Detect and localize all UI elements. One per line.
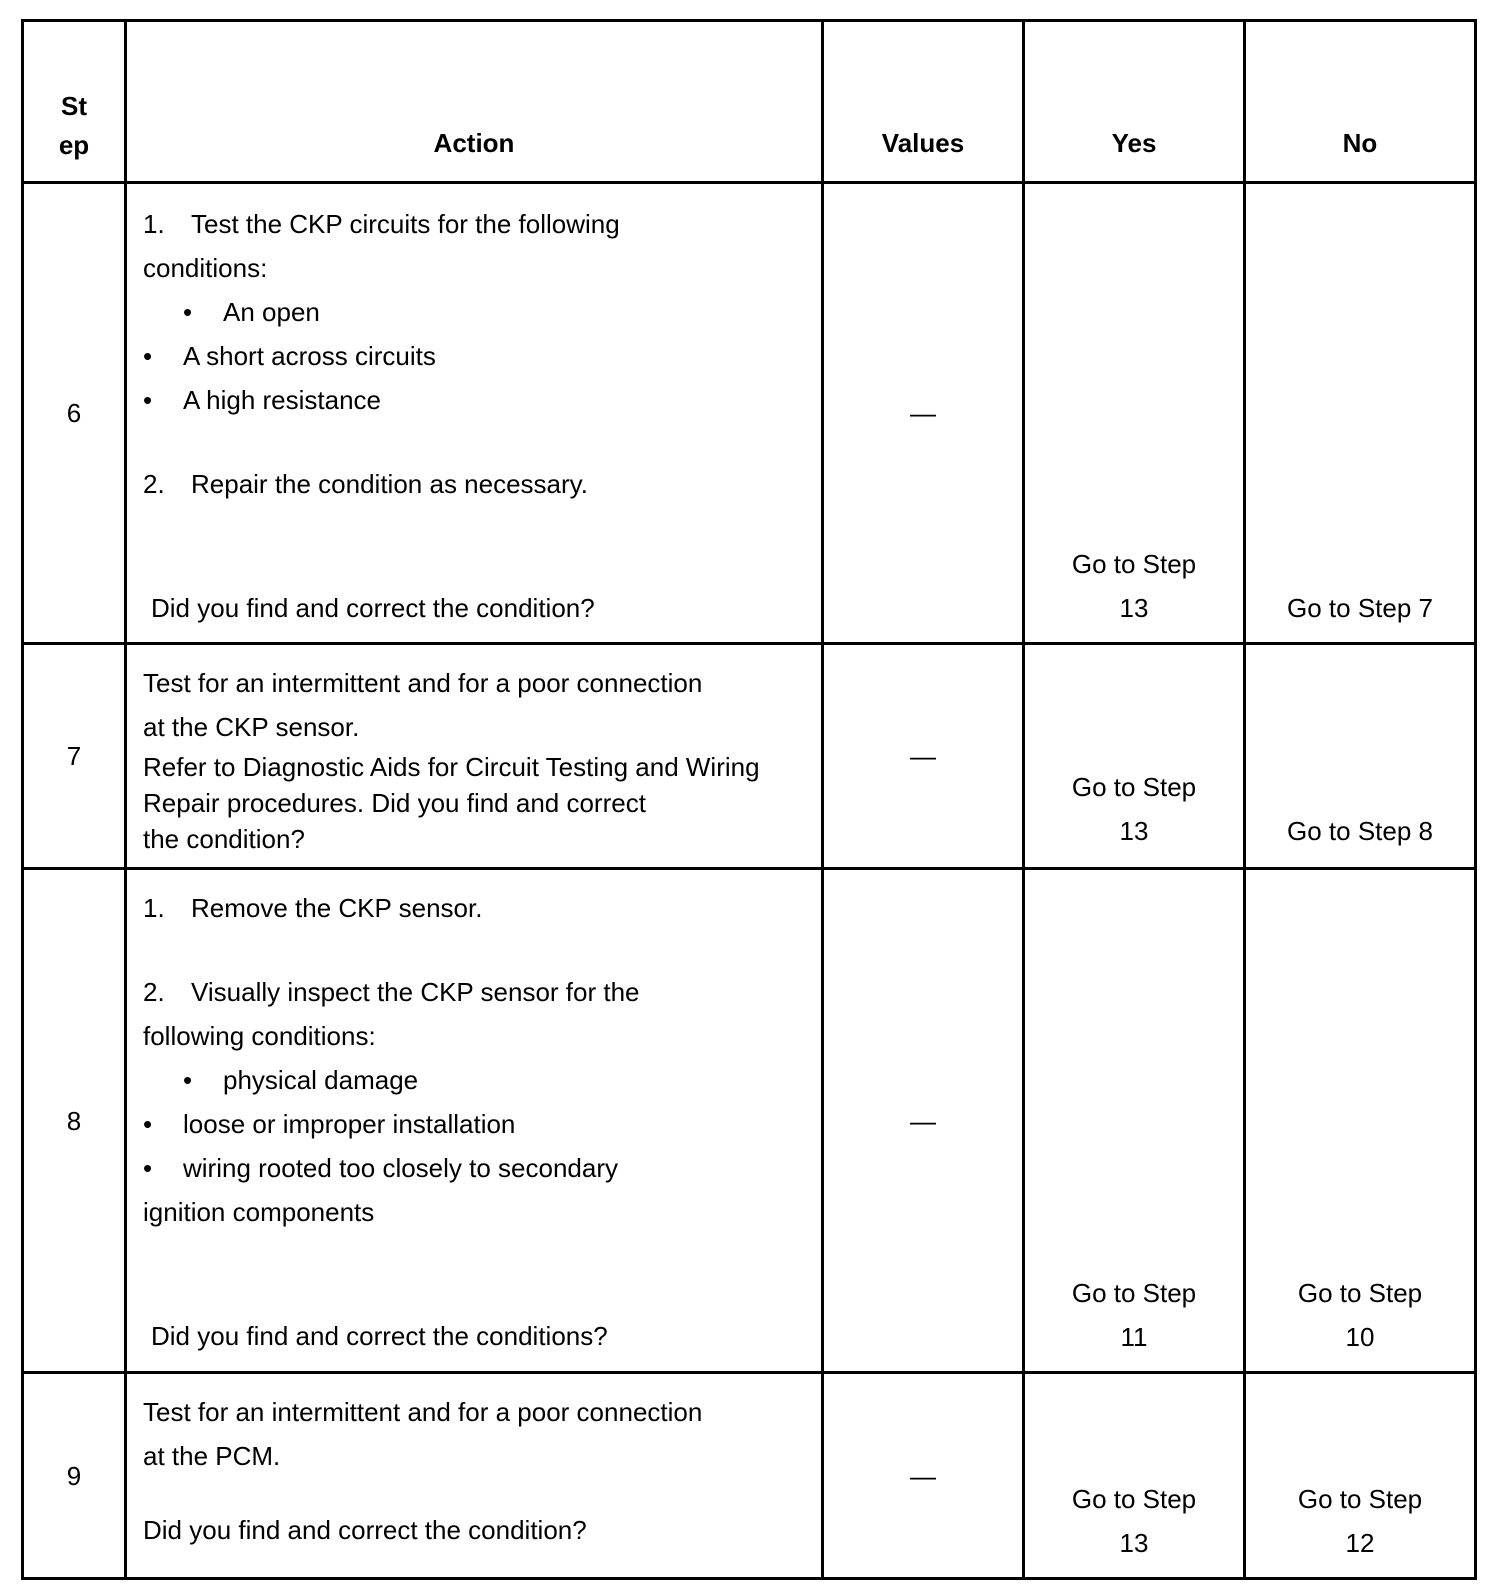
list-number: 1. xyxy=(143,893,165,923)
action-line: following conditions: xyxy=(143,1021,376,1051)
no-text: Go to Step xyxy=(1297,1484,1423,1514)
spacer xyxy=(143,1478,811,1508)
bullet-icon: • xyxy=(143,1153,153,1183)
yes-cell xyxy=(1024,644,1245,869)
header-step-line1: St xyxy=(61,91,87,121)
action-cell xyxy=(126,644,823,869)
yes-cell xyxy=(1024,183,1245,644)
action-question: Did you find and correct the conditions? xyxy=(151,1321,608,1351)
step-number: 7 xyxy=(23,644,126,869)
yes-text: Go to Step xyxy=(1071,772,1197,802)
action-text: Remove the CKP sensor. xyxy=(191,893,483,923)
action-cell xyxy=(126,1373,823,1579)
no-text: Go to Step xyxy=(1297,1278,1423,1308)
action-text: Test the CKP circuits for the following xyxy=(191,209,620,239)
spacer xyxy=(143,506,811,586)
table-row xyxy=(23,869,1476,1373)
no-step: 12 xyxy=(1345,1528,1375,1558)
action-text: Repair the condition as necessary. xyxy=(191,469,588,499)
bullet-text: wiring rooted too closely to secondary xyxy=(183,1153,619,1183)
diagnostic-table xyxy=(21,19,1477,1580)
action-line xyxy=(143,462,811,506)
list-number: 2. xyxy=(143,469,165,499)
header-no: No xyxy=(1245,21,1476,183)
list-number: 2. xyxy=(143,977,165,1007)
header-yes: Yes xyxy=(1024,21,1245,183)
yes-text: Go to Step xyxy=(1071,1484,1197,1514)
no-cell xyxy=(1245,869,1476,1373)
header-values: Values xyxy=(823,21,1024,183)
bullet-item xyxy=(143,1146,811,1190)
yes-text: Go to Step xyxy=(1071,549,1197,579)
action-line: ignition components xyxy=(143,1197,375,1227)
bullet-text: loose or improper installation xyxy=(183,1109,516,1139)
action-line xyxy=(143,970,811,1014)
action-question: Did you find and correct the condition? xyxy=(151,593,595,623)
list-number: 1. xyxy=(143,209,165,239)
bullet-text: physical damage xyxy=(223,1065,419,1095)
action-cell xyxy=(126,869,823,1373)
values-cell: — xyxy=(823,183,1024,644)
no-step: 10 xyxy=(1345,1322,1375,1352)
header-step xyxy=(23,21,126,183)
bullet-icon: • xyxy=(143,341,153,371)
header-action: Action xyxy=(126,21,823,183)
yes-step: 11 xyxy=(1120,1322,1148,1352)
values-cell: — xyxy=(823,1373,1024,1579)
action-text: Visually inspect the CKP sensor for the xyxy=(191,977,640,1007)
bullet-text: A short across circuits xyxy=(183,341,436,371)
step-number: 9 xyxy=(23,1373,126,1579)
action-line xyxy=(143,202,811,246)
bullet-text: An open xyxy=(223,297,320,327)
action-line: Test for an intermittent and for a poor connection xyxy=(143,1397,703,1427)
action-line: at the PCM. xyxy=(143,1441,281,1471)
table-row xyxy=(23,1373,1476,1579)
yes-text: Go to Step xyxy=(1071,1278,1197,1308)
no-text: Go to Step 8 xyxy=(1287,816,1433,846)
spacer xyxy=(143,422,811,462)
table-row xyxy=(23,644,1476,869)
bullet-item xyxy=(143,378,811,422)
header-row xyxy=(23,21,1476,183)
action-line: Refer to Diagnostic Aids for Circuit Testing and Wiring xyxy=(143,752,760,782)
bullet-icon: • xyxy=(143,385,153,415)
bullet-item xyxy=(143,334,811,378)
action-question: Did you find and correct the condition? xyxy=(143,1515,587,1545)
table-row xyxy=(23,183,1476,644)
bullet-item xyxy=(143,1102,811,1146)
action-line xyxy=(143,886,811,930)
yes-step: 13 xyxy=(1119,593,1149,623)
bullet-icon: • xyxy=(183,1065,193,1095)
spacer xyxy=(143,930,811,970)
yes-step: 13 xyxy=(1119,1528,1149,1558)
yes-cell xyxy=(1024,1373,1245,1579)
action-line: Repair procedures. Did you find and correct xyxy=(143,788,646,818)
step-number: 6 xyxy=(23,183,126,644)
no-cell xyxy=(1245,1373,1476,1579)
no-text: Go to Step 7 xyxy=(1287,593,1433,623)
bullet-text: A high resistance xyxy=(183,385,382,415)
action-line: at the CKP sensor. xyxy=(143,712,360,742)
yes-step: 13 xyxy=(1119,816,1149,846)
action-line: conditions: xyxy=(143,253,268,283)
bullet-icon: • xyxy=(143,1109,153,1139)
no-cell xyxy=(1245,644,1476,869)
bullet-item xyxy=(143,1058,811,1102)
step-number: 8 xyxy=(23,869,126,1373)
spacer xyxy=(143,1234,811,1314)
header-step-line2: ep xyxy=(58,130,90,160)
yes-cell xyxy=(1024,869,1245,1373)
values-cell: — xyxy=(823,644,1024,869)
no-cell xyxy=(1245,183,1476,644)
values-cell: — xyxy=(823,869,1024,1373)
action-cell xyxy=(126,183,823,644)
action-line: the condition? xyxy=(143,824,305,854)
bullet-icon: • xyxy=(183,297,193,327)
action-line: Test for an intermittent and for a poor connection xyxy=(143,668,703,698)
bullet-item xyxy=(143,290,811,334)
